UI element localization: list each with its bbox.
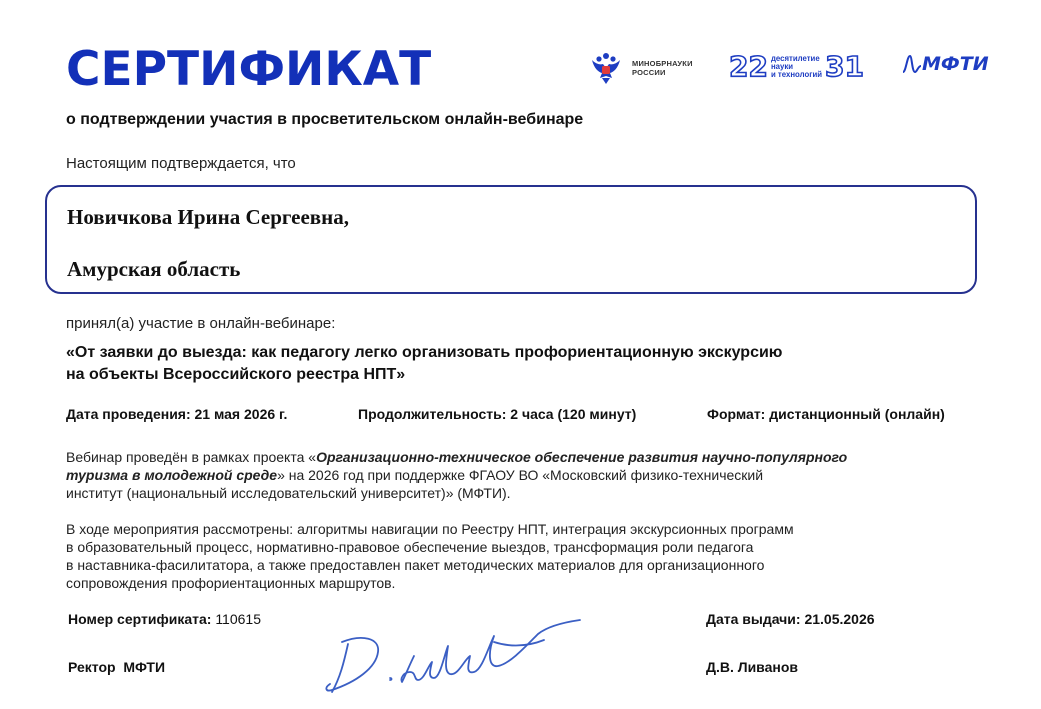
topics-line1: В ходе мероприятия рассмотрены: алгоритмы навигации по Реестру НПТ, интеграция экскурсионных программ <box>66 521 794 537</box>
project-suffix: » на 2026 год при поддержке ФГАОУ ВО «Московский физико-технический <box>277 467 764 483</box>
event-format: Формат: дистанционный (онлайн) <box>707 406 945 422</box>
decade-left-number: 22 <box>729 50 768 83</box>
topics-paragraph <box>66 520 966 592</box>
decade-line3: и технологий <box>770 70 823 79</box>
signature-icon <box>318 612 598 700</box>
recipient-name: Новичкова Ирина Сергеевна, <box>67 205 349 229</box>
webinar-title-line1: «От заявки до выезда: как педагогу легко организовать профориентационную экскурсию <box>66 344 783 361</box>
event-date: Дата проведения: 21 мая 2026 г. <box>66 406 288 422</box>
decade-line2: науки <box>770 62 794 71</box>
confirm-text: Настоящим подтверждается, что <box>66 155 296 172</box>
accepted-text: принял(а) участие в онлайн-вебинаре: <box>66 315 336 332</box>
topics-line2: в образовательный процесс, нормативно-правовое обеспечение выездов, трансформация роли педагога <box>66 539 754 555</box>
certificate-number <box>68 611 261 627</box>
project-name-line2: туризма в молодежной среде <box>66 467 278 483</box>
ministry-logo <box>586 48 693 88</box>
certificate-title: СЕРТИФИКАТ <box>66 42 432 97</box>
project-paragraph-line2 <box>66 466 966 484</box>
ministry-name <box>632 59 693 77</box>
project-name-line1: Организационно-техническое обеспечение развития научно-популярного <box>316 449 848 465</box>
ministry-line1: МИНОБРНАУКИ <box>632 59 693 68</box>
certificate-number-value: 110615 <box>215 611 261 627</box>
recipient-region: Амурская область <box>67 257 241 281</box>
certificate-number-label: Номер сертификата: <box>68 611 212 627</box>
project-paragraph-line3: институт (национальный исследовательский университет)» (МФТИ). <box>66 485 511 501</box>
topics-line4: сопровождения профориентационных маршрутов. <box>66 575 396 591</box>
project-paragraph-line1 <box>66 448 966 466</box>
ministry-line2: РОССИИ <box>632 68 666 77</box>
webinar-title <box>66 342 946 386</box>
decade-line1: десятилетие <box>770 54 820 63</box>
rector-label: Ректор МФТИ <box>68 659 166 675</box>
mipt-logo-text: МФТИ <box>922 53 989 75</box>
decade-text <box>771 55 822 79</box>
webinar-title-line2: на объекты Всероссийского реестра НПТ» <box>66 366 406 383</box>
topics-line3: в наставника-фасилитатора, а также предоставлен пакет методических материалов для организационного <box>66 557 765 573</box>
mipt-wave-icon <box>902 52 922 76</box>
certificate-subtitle: о подтверждении участия в просветительском онлайн-вебинаре <box>66 111 584 128</box>
project-prefix: Вебинар проведён в рамках проекта « <box>66 449 317 465</box>
event-duration: Продолжительность: 2 часа (120 минут) <box>358 406 637 422</box>
rector-name: Д.В. Ливанов <box>706 659 799 675</box>
decade-right-number: 31 <box>825 50 865 83</box>
eagle-emblem-icon <box>586 48 626 88</box>
project-paragraph <box>66 448 966 502</box>
issue-date: Дата выдачи: 21.05.2026 <box>706 611 875 627</box>
mipt-logo <box>902 52 989 76</box>
decade-logo <box>729 50 865 83</box>
